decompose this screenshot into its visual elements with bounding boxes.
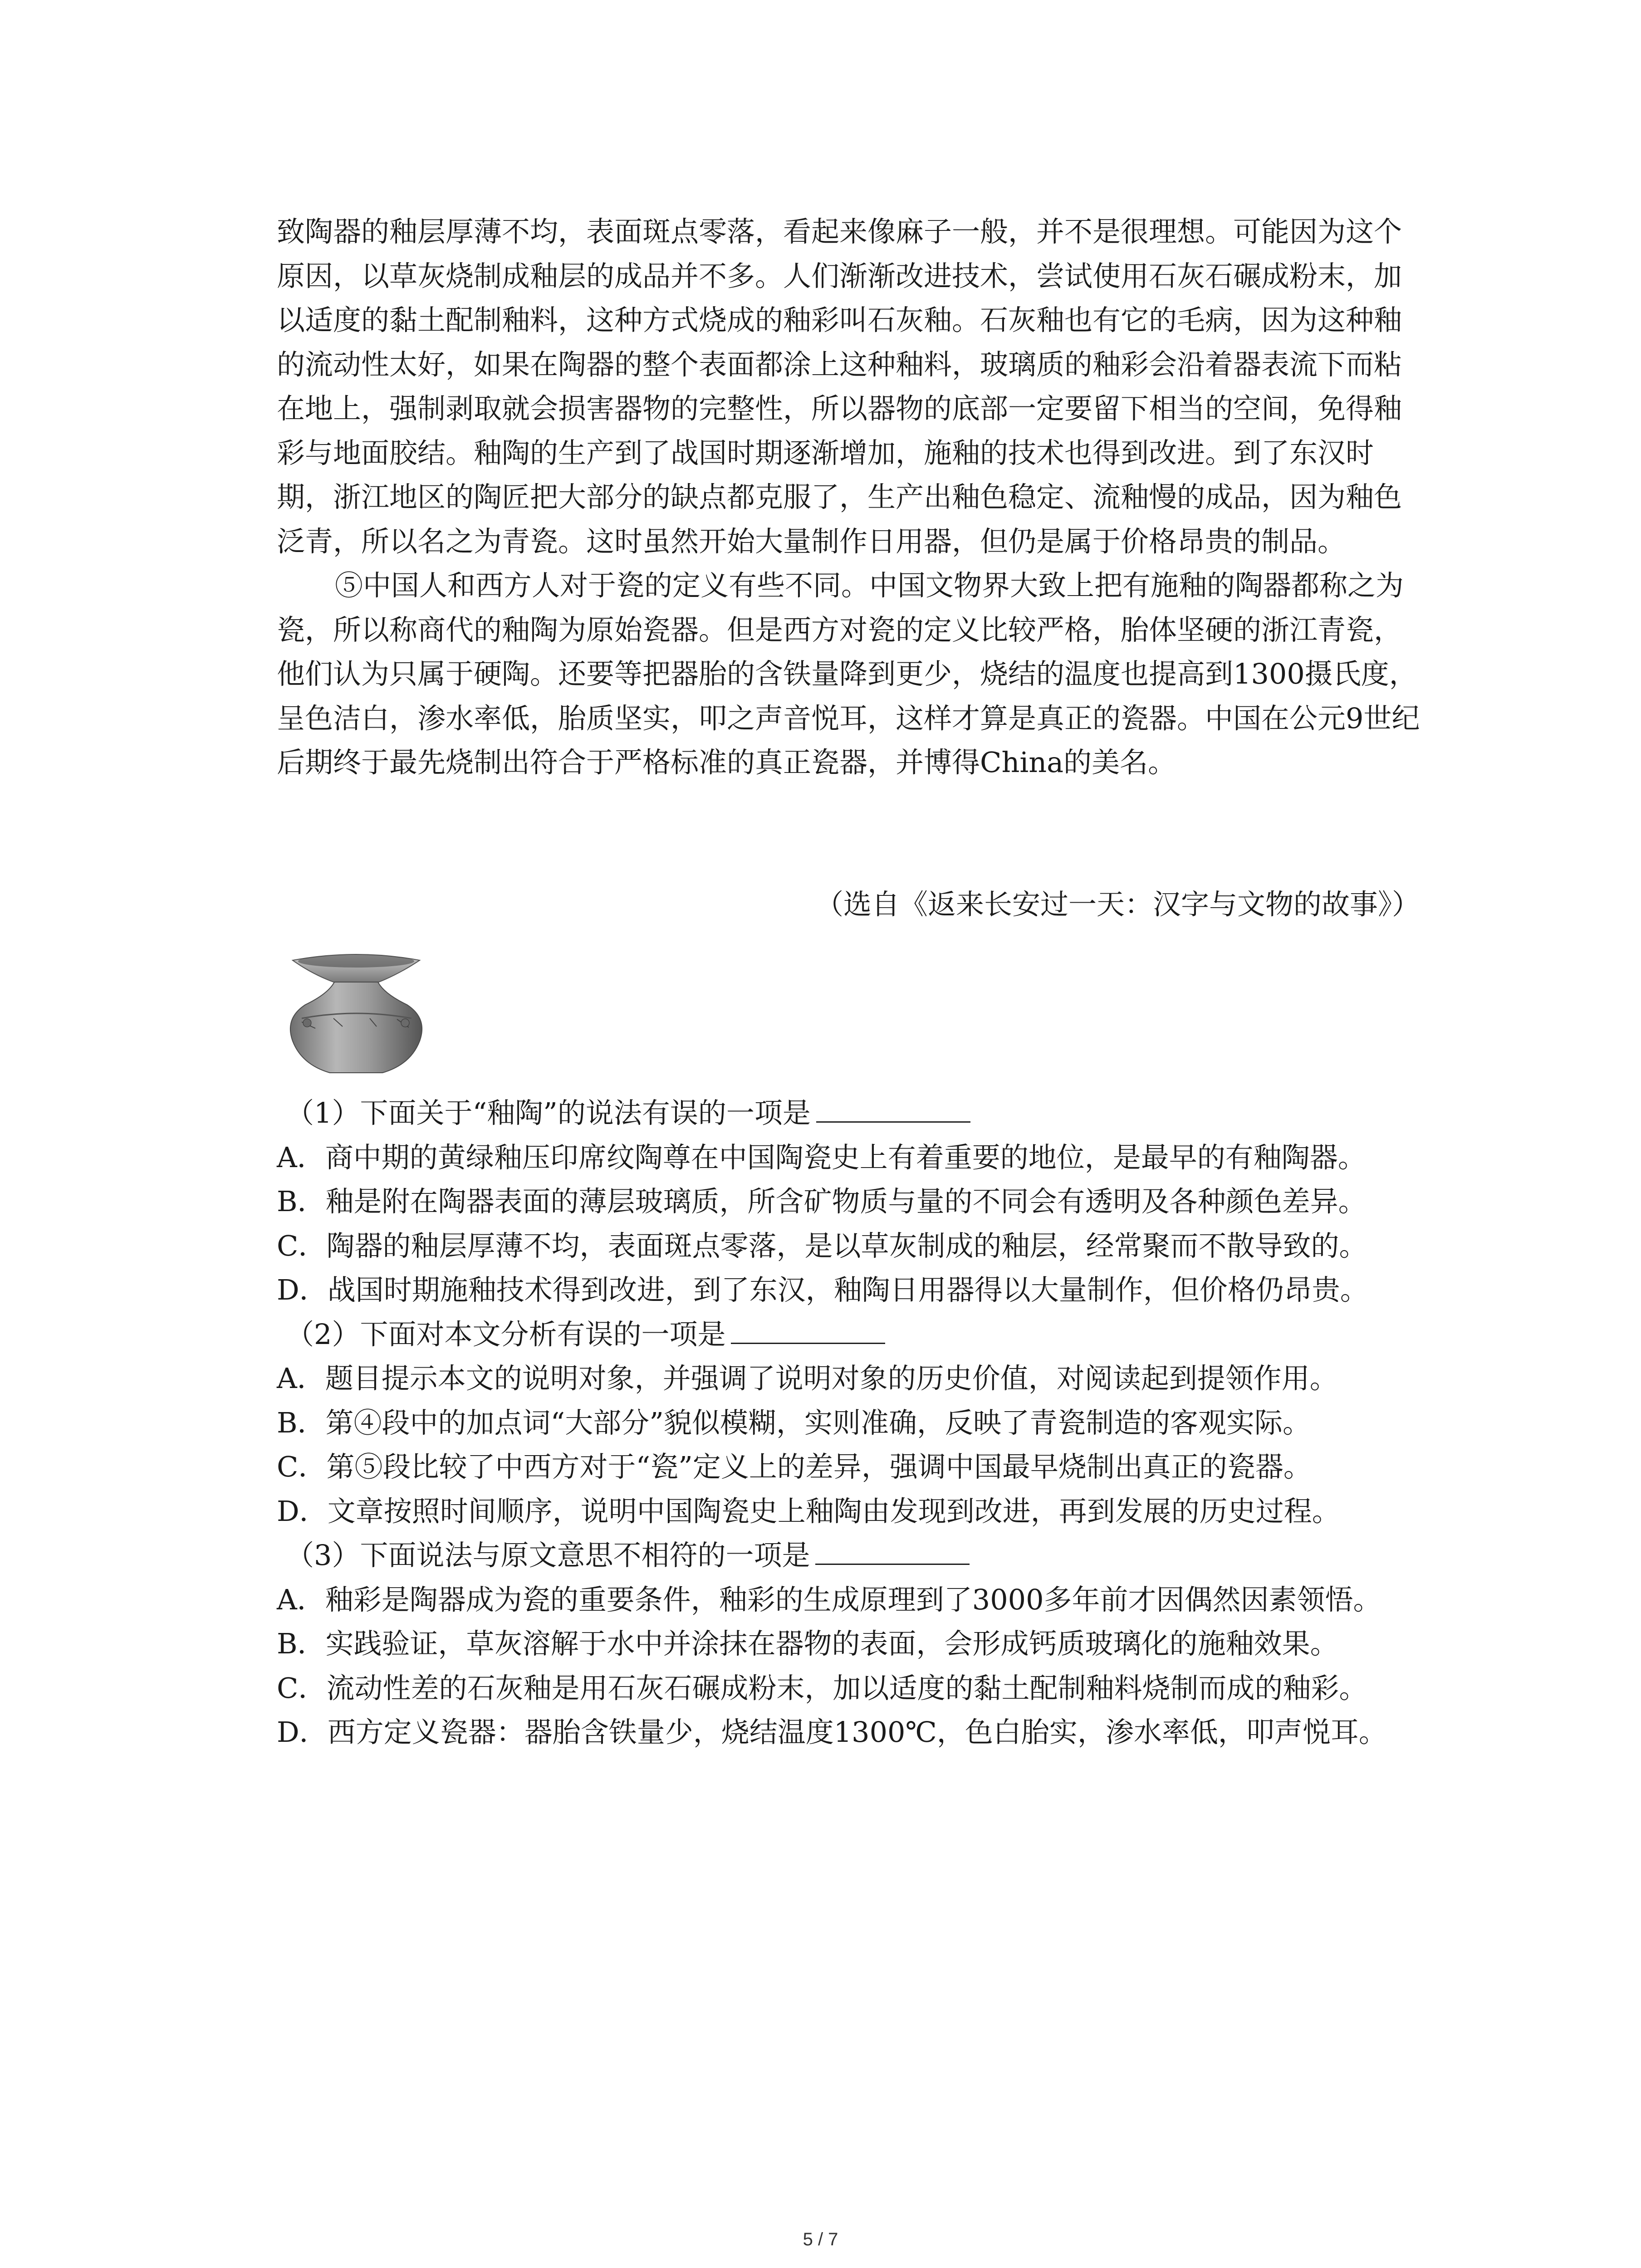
pottery-vase-image: [284, 950, 429, 1078]
article-paragraph-5: ⑤中国人和西方人对于瓷的定义有些不同。中国文物界大致上把有施釉的陶器都称之为瓷，所以称商代的釉陶为原始瓷器。但是西方对瓷的定义比较严格，胎体坚硬的浙江青瓷，他们认为只属于硬陶。还要等把器胎的含铁量降到更少，烧结的温度也提高到1300摄氏度，呈色洁白，渗水率低，胎质坚实，叩之声音悦耳，这样才算是真正的瓷器。中国在公元9世纪后期终于最先烧制出符合于严格标准的真正瓷器，并博得China的美名。: [277, 569, 1420, 779]
answer-blank[interactable]: [815, 1536, 970, 1565]
option-a: A．题目提示本文的说明对象，并强调了说明对象的历史价值，对阅读起到提领作用。: [277, 1362, 1338, 1395]
option-d: D．战国时期施釉技术得到改进，到了东汉，釉陶日用器得以大量制作，但价格仍昂贵。: [277, 1273, 1368, 1306]
option-c: C．流动性差的石灰釉是用石灰石碾成粉末，加以适度的黏土配制釉料烧制而成的釉彩。: [277, 1671, 1367, 1705]
article-body: [277, 210, 1420, 785]
option-d: D．西方定义瓷器：器胎含铁量少，烧结温度1300℃，色白胎实，渗水率低，叩声悦耳。: [277, 1716, 1387, 1749]
question-stem: （2）下面对本文分析有误的一项是: [286, 1317, 726, 1351]
answer-blank[interactable]: [816, 1094, 970, 1123]
option-c: C．第⑤段比较了中西方对于“瓷”定义上的差异，强调中国最早烧制出真正的瓷器。: [277, 1450, 1312, 1483]
question-section: [277, 1091, 1420, 1755]
option-a: A．商中期的黄绿釉压印席纹陶尊在中国陶瓷史上有着重要的地位，是最早的有釉陶器。: [277, 1140, 1366, 1174]
option-b: B．实践验证，草灰溶解于水中并涂抹在器物的表面，会形成钙质玻璃化的施釉效果。: [277, 1627, 1338, 1660]
option-a: A．釉彩是陶器成为瓷的重要条件，釉彩的生成原理到了3000多年前才因偶然因素领悟。: [277, 1583, 1381, 1616]
question-stem: （1）下面关于“釉陶”的说法有误的一项是: [286, 1096, 811, 1129]
question-2: [277, 1312, 1420, 1534]
answer-blank[interactable]: [731, 1315, 885, 1344]
option-c: C．陶器的釉层厚薄不均，表面斑点零落，是以草灰制成的釉层，经常聚而不散导致的。: [277, 1229, 1367, 1262]
option-b: B．釉是附在陶器表面的薄层玻璃质，所含矿物质与量的不同会有透明及各种颜色差异。: [277, 1185, 1367, 1218]
page-number: 5 / 7: [803, 2229, 838, 2249]
option-d: D．文章按照时间顺序，说明中国陶瓷史上釉陶由发现到改进，再到发展的历史过程。: [277, 1494, 1340, 1528]
article-paragraph-4: 致陶器的釉层厚薄不均，表面斑点零落，看起来像麻子一般，并不是很理想。可能因为这个原因，以草灰烧制成釉层的成品并不多。人们渐渐改进技术，尝试使用石灰石碾成粉末，加以适度的黏土配制釉料，这种方式烧成的釉彩叫石灰釉。石灰釉也有它的毛病，因为这种釉的流动性太好，如果在陶器的整个表面都涂上这种釉料，玻璃质的釉彩会沿着器表流下而粘在地上，强制剥取就会损害器物的完整性，所以器物的底部一定要留下相当的空间，免得釉彩与地面胶结。釉陶的生产到了战国时期逐渐增加，施釉的技术也得到改进。到了东汉时期，浙江地区的陶匠把大部分的缺点都克服了，生产出釉色稳定、流釉慢的成品，因为釉色泛青，所以名之为青瓷。这时虽然开始大量制作日用器，但仍是属于价格昂贵的制品。: [277, 215, 1402, 558]
question-stem: （3）下面说法与原文意思不相符的一项是: [286, 1539, 810, 1572]
article-source: （选自《返来长安过一天：汉字与文物的故事》）: [815, 888, 1420, 921]
question-1: [277, 1091, 1420, 1312]
option-b: B．第④段中的加点词“大部分”貌似模糊，实则准确，反映了青瓷制造的客观实际。: [277, 1406, 1311, 1439]
question-3: [277, 1533, 1420, 1755]
